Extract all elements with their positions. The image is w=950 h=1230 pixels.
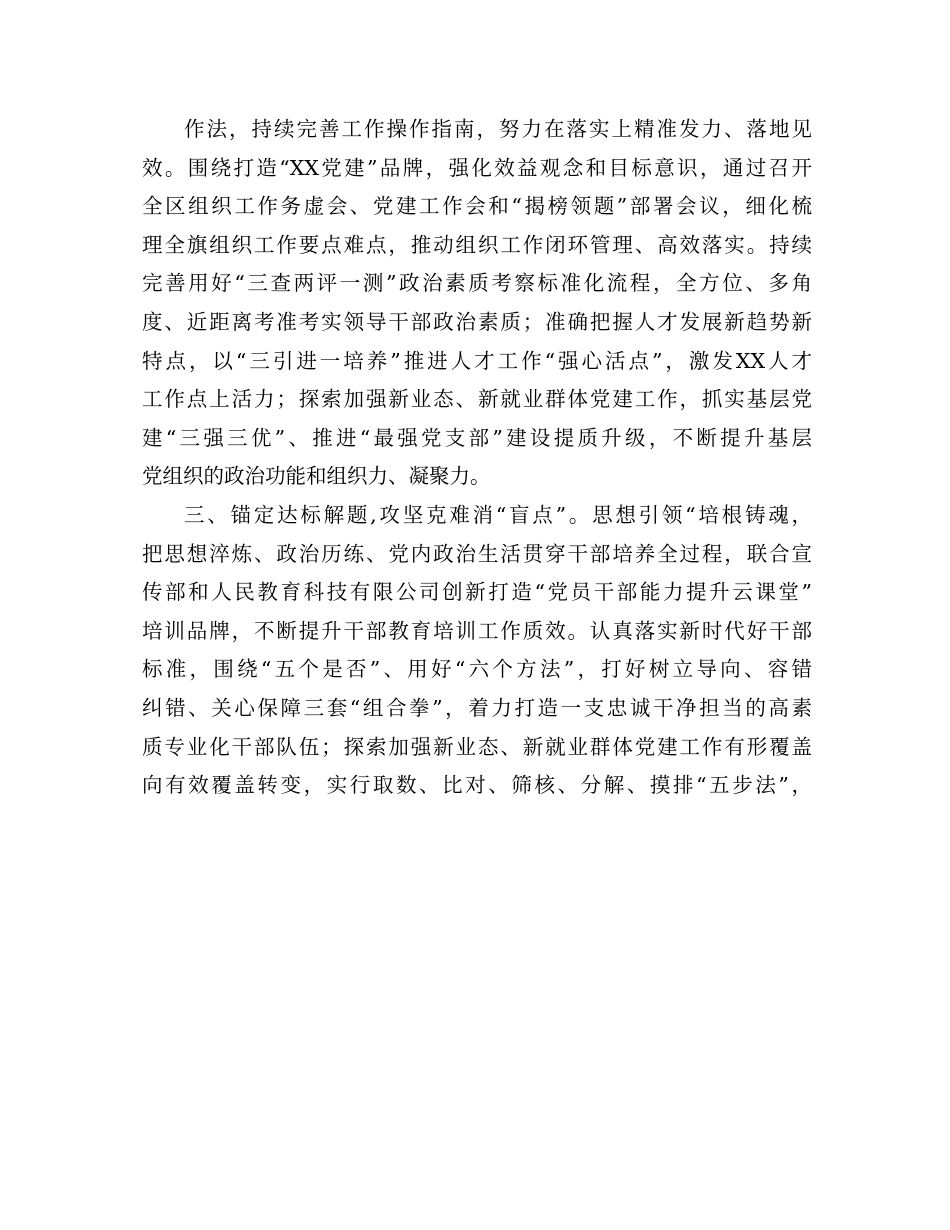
- text-line: 标准，围绕“五个是否”、用好“六个方法”，打好树立导向、容错: [142, 657, 812, 682]
- text-line: 传部和人民教育科技有限公司创新打造“党员干部能力提升云课堂”: [142, 580, 812, 605]
- text-line: 建“三强三优”、推进“最强党支部”建设提质升级，不断提升基层: [142, 425, 812, 450]
- text-line: 质专业化干部队伍；探索加强新业态、新就业群体党建工作有形覆盖: [142, 734, 812, 759]
- text-line: 培训品牌，不断提升干部教育培训工作质效。认真落实新时代好干部: [142, 618, 812, 643]
- text-line: 全区组织工作务虚会、党建工作会和“揭榜领题”部署会议，细化梳: [142, 194, 812, 219]
- text-line: 度、近距离考准考实领导干部政治素质；准确把握人才发展新趋势新: [142, 309, 812, 334]
- document-body: [142, 110, 812, 805]
- text-line: 作法，持续完善工作操作指南，努力在落实上精准发力、落地见: [184, 117, 812, 141]
- text-line: 完善用好“三查两评一测”政治素质考察标准化流程，全方位、多角: [142, 271, 812, 296]
- text-line: 向有效覆盖转变，实行取数、比对、筛核、分解、摸排“五步法”，: [142, 773, 812, 798]
- text-line: 工作点上活力；探索加强新业态、新就业群体党建工作，抓实基层党: [142, 387, 812, 412]
- text-line: 把思想淬炼、政治历练、党内政治生活贯穿干部培养全过程，联合宣: [142, 541, 812, 566]
- text-line: 党组织的政治功能和组织力、凝聚力。: [142, 464, 491, 489]
- paragraph-1: [142, 110, 812, 496]
- text-line: 三、锚定达标解题,攻坚克难消“盲点”。思想引领“培根铸魂，: [184, 502, 812, 527]
- paragraph-2: [142, 496, 812, 805]
- text-line: 理全旗组织工作要点难点，推动组织工作闭环管理、高效落实。持续: [142, 232, 812, 257]
- text-line: 特点，以“三引进一培养”推进人才工作“强心活点”，激发XX人才: [142, 348, 812, 373]
- text-line: 效。围绕打造“XX党建”品牌，强化效益观念和目标意识，通过召开: [142, 155, 812, 180]
- text-line: 纠错、关心保障三套“组合拳”，着力打造一支忠诚干净担当的高素: [142, 695, 812, 720]
